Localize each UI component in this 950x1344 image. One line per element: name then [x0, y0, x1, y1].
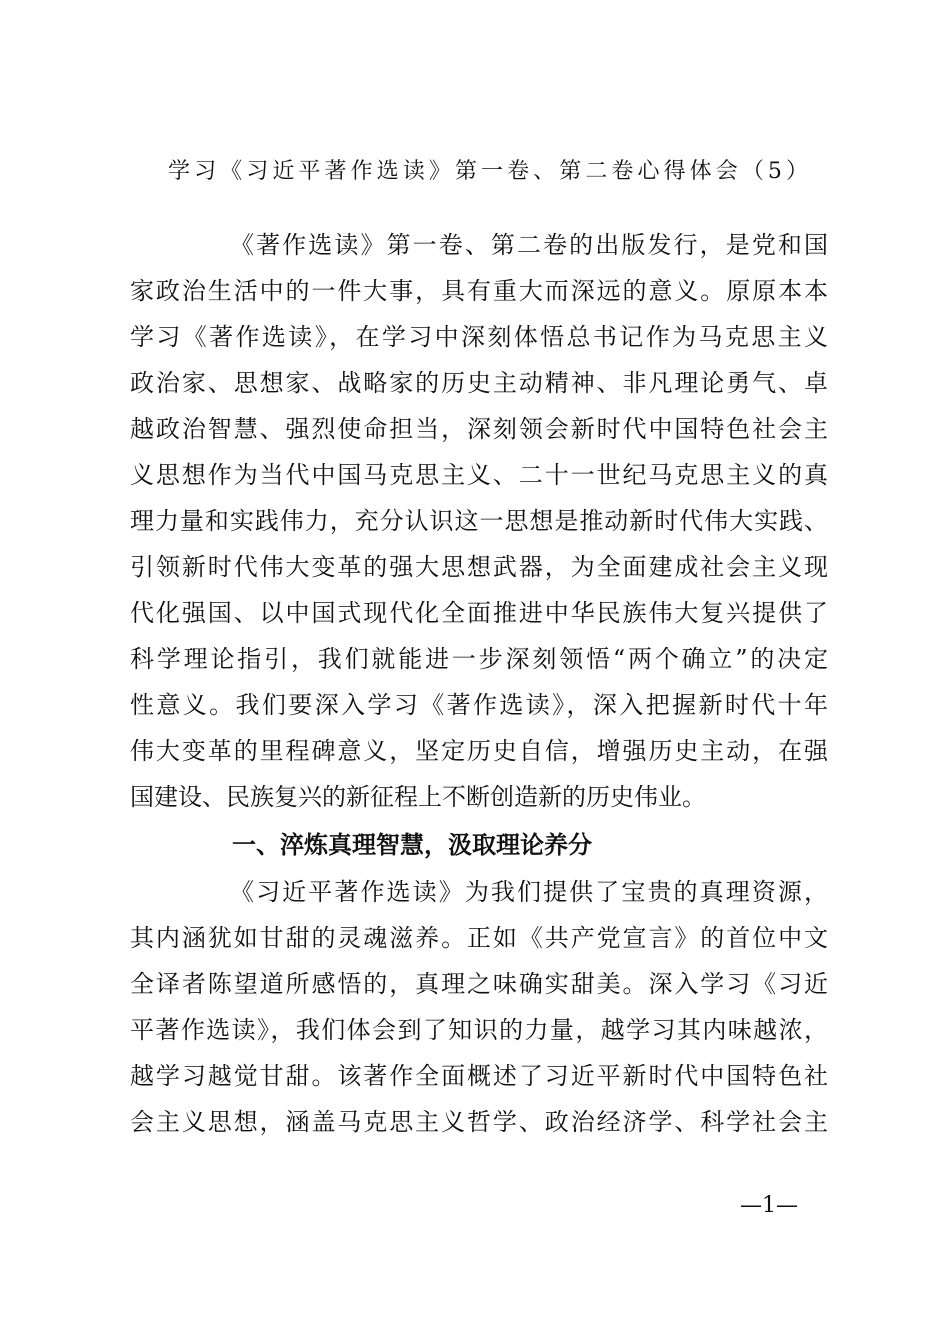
text-line: 会主义思想，涵盖马克思主义哲学、政治经济学、科学社会主 — [130, 1108, 828, 1136]
text-line: 全译者陈望道所感悟的，真理之味确实甜美。深入学习《习近 — [130, 970, 828, 998]
text-line: 理力量和实践伟力，充分认识这一思想是推动新时代伟大实践、 — [130, 507, 828, 535]
page-number: —1— — [740, 1193, 798, 1218]
text-line: 性意义。我们要深入学习《著作选读》，深入把握新时代十年 — [130, 691, 828, 719]
text-line: 义思想作为当代中国马克思主义、二十一世纪马克思主义的真 — [130, 461, 828, 489]
text-line: 其内涵犹如甘甜的灵魂滋养。正如《共产党宣言》的首位中文 — [130, 924, 828, 952]
text-line: 伟大变革的里程碑意义，坚定历史自信，增强历史主动，在强 — [130, 737, 828, 765]
text-line: 越政治智慧、强烈使命担当，深刻领会新时代中国特色社会主 — [130, 415, 828, 443]
text-line: 代化强国、以中国式现代化全面推进中华民族伟大复兴提供了 — [130, 599, 828, 627]
text-line: 《习近平著作选读》为我们提供了宝贵的真理资源， — [230, 878, 828, 906]
text-line: 国建设、民族复兴的新征程上不断创造新的历史伟业。 — [130, 783, 706, 811]
text-line: 政治家、思想家、战略家的历史主动精神、非凡理论勇气、卓 — [130, 369, 828, 397]
document-title: 学习《习近平著作选读》第一卷、第二卷心得体会（5） — [168, 159, 808, 184]
text-line: 《著作选读》第一卷、第二卷的出版发行，是党和国 — [230, 231, 828, 259]
text-line: 平著作选读》，我们体会到了知识的力量，越学习其内味越浓， — [130, 1016, 828, 1044]
text-line: 家政治生活中的一件大事，具有重大而深远的意义。原原本本 — [130, 277, 828, 305]
text-line: 引领新时代伟大变革的强大思想武器，为全面建成社会主义现 — [130, 553, 828, 581]
text-line: 学习《著作选读》，在学习中深刻体悟总书记作为马克思主义 — [130, 323, 828, 351]
text-line: 越学习越觉甘甜。该著作全面概述了习近平新时代中国特色社 — [130, 1062, 828, 1090]
text-line: 科学理论指引，我们就能进一步深刻领悟“两个确立”的决定 — [130, 645, 828, 673]
section-heading: 一、淬炼真理智慧，汲取理论养分 — [232, 831, 592, 859]
